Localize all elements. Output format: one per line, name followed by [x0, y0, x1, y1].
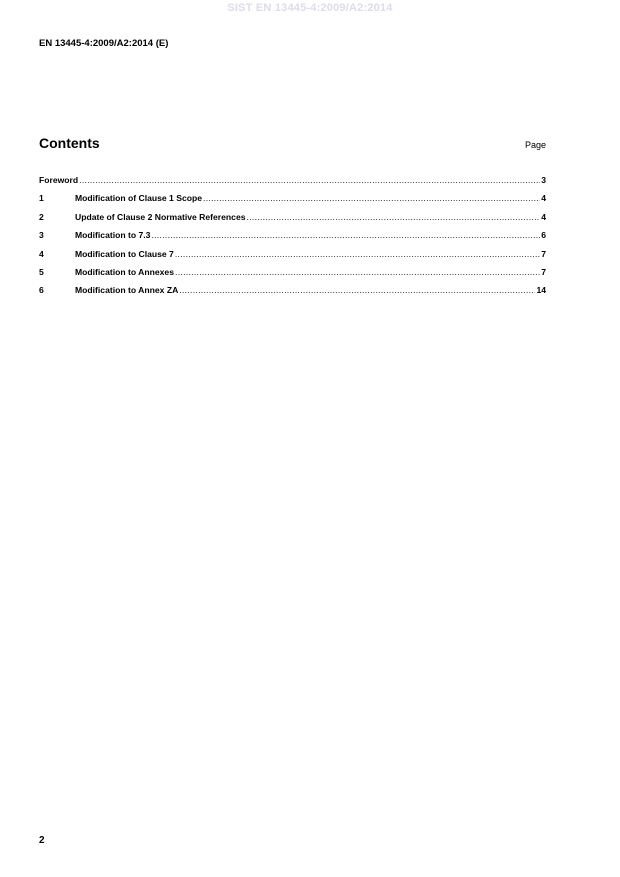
toc-entry-5[interactable]: [39, 267, 546, 285]
toc-entry-title: Modification to Clause 7: [75, 248, 174, 259]
toc-entry-6[interactable]: [39, 285, 546, 303]
toc-entry-3[interactable]: [39, 230, 546, 248]
toc-entry-1[interactable]: [39, 193, 546, 211]
toc-entry-page: 6: [541, 230, 546, 241]
watermark: SIST EN 13445-4:2009/A2:2014: [227, 2, 393, 14]
toc-entry-title: Update of Clause 2 Normative References: [75, 211, 246, 222]
page-column-label: Page: [524, 140, 546, 150]
toc-entry-2[interactable]: [39, 212, 546, 230]
document-identifier: EN 13445-4:2009/A2:2014 (E): [39, 38, 169, 49]
toc-entry-number: 2: [39, 211, 44, 222]
toc-entry-page: 4: [541, 193, 546, 204]
toc-leader-dots: [247, 212, 541, 222]
toc-entry-number: 1: [39, 193, 44, 204]
toc-entry-number: 3: [39, 230, 44, 241]
toc-entry-number: 6: [39, 285, 44, 296]
toc-leader-dots: [203, 193, 540, 203]
toc-entry-number: 5: [39, 266, 44, 277]
toc-leader-dots: [175, 249, 540, 259]
page-number: 2: [39, 835, 45, 846]
toc-entry-4[interactable]: [39, 249, 546, 267]
toc-leader-dots: [151, 230, 540, 240]
toc-entry-title: Modification to Annexes: [75, 266, 174, 277]
toc-entry-title: Foreword: [39, 175, 79, 185]
toc-entry-title: Modification to Annex ZA: [75, 285, 179, 296]
contents-heading: [39, 135, 546, 151]
toc-entry-title: Modification to 7.3: [75, 230, 151, 241]
toc-entry-foreword[interactable]: [39, 175, 546, 193]
toc-entry-page: 3: [541, 175, 546, 185]
toc-entry-number: 4: [39, 248, 44, 259]
toc-entry-title: Modification of Clause 1 Scope: [75, 193, 203, 204]
contents-title: Contents: [39, 135, 100, 151]
toc-leader-dots: [79, 175, 540, 185]
table-of-contents: [39, 175, 546, 304]
toc-entry-page: 4: [541, 211, 546, 222]
toc-entry-page: 14: [536, 285, 546, 296]
toc-leader-dots: [175, 267, 540, 277]
toc-leader-dots: [179, 285, 535, 295]
toc-entry-page: 7: [541, 266, 546, 277]
toc-entry-page: 7: [541, 248, 546, 259]
